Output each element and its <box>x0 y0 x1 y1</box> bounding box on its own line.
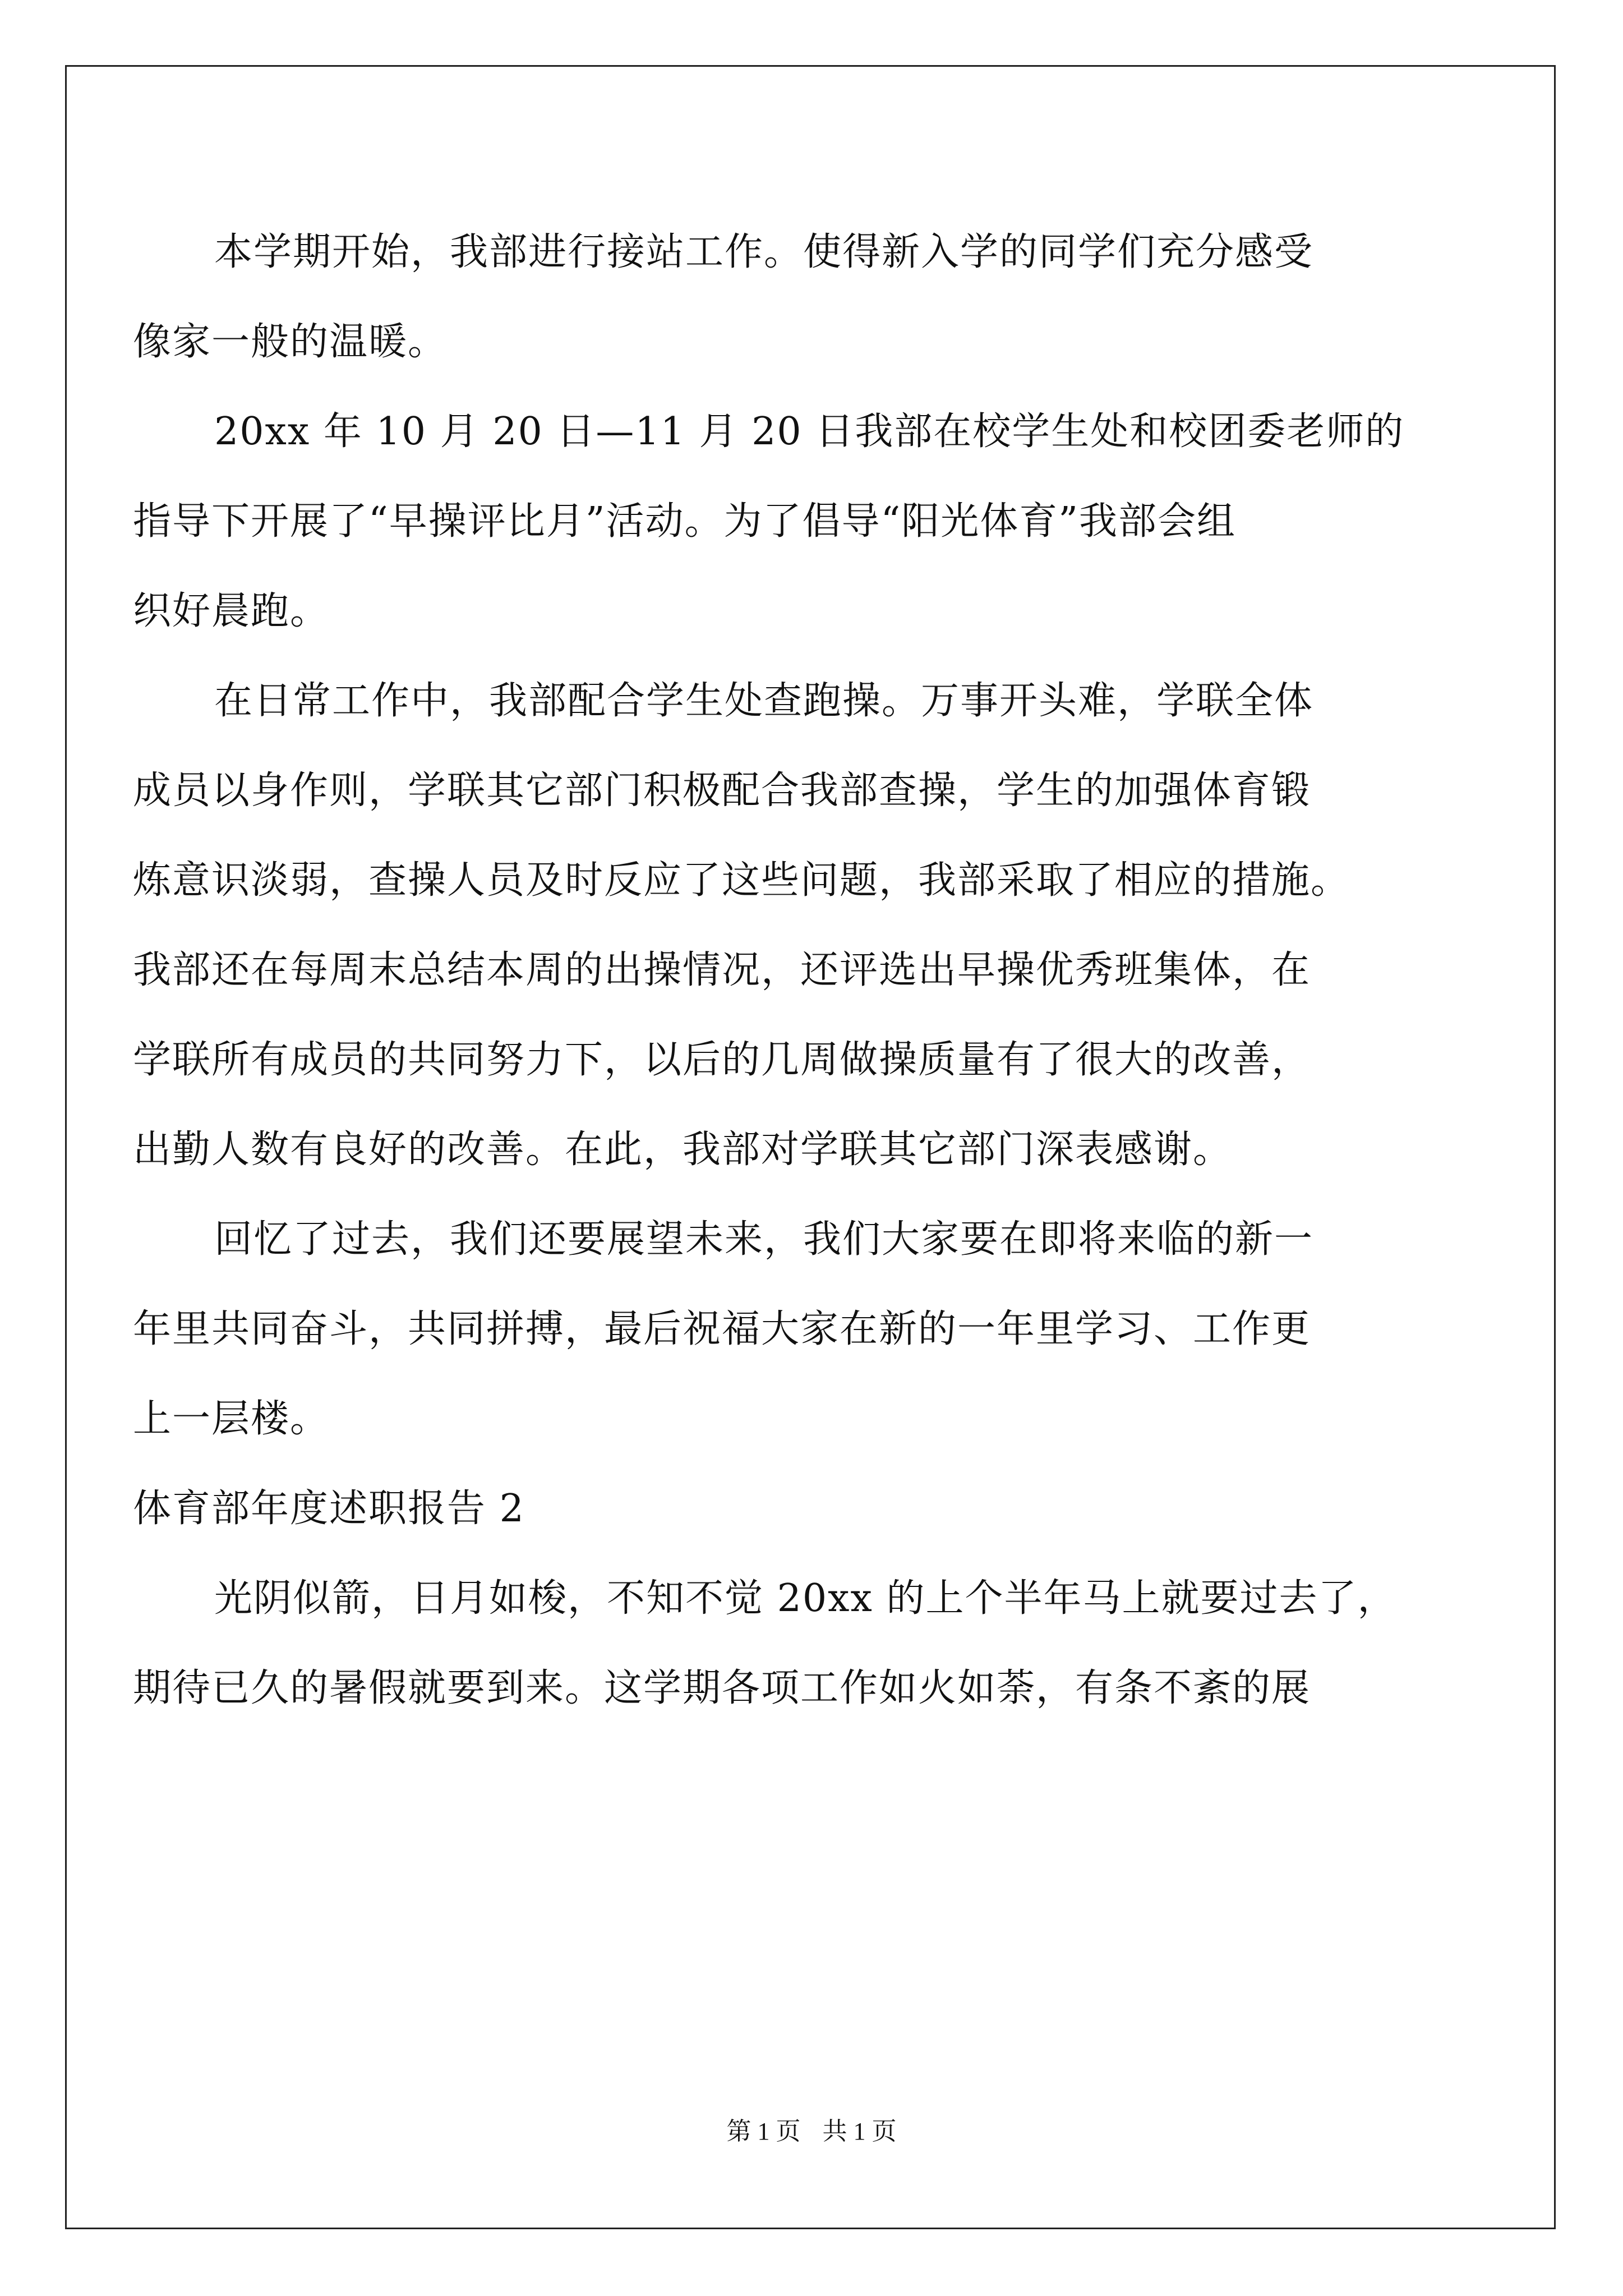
text-line: 在日常工作中，我部配合学生处查跑操。万事开头难，学联全体 <box>214 679 1314 723</box>
text-line: 出勤人数有良好的改善。在此，我部对学联其它部门深表感谢。 <box>133 1128 1233 1172</box>
paragraph-1 <box>133 208 1428 387</box>
paragraph-3 <box>133 656 1428 1195</box>
page-total: 共 1 页 <box>822 2118 897 2145</box>
paragraph-4 <box>133 1195 1428 1464</box>
text-line: 像家一般的温暖。 <box>133 320 448 364</box>
text-line: 本学期开始，我部进行接站工作。使得新入学的同学们充分感受 <box>214 230 1314 274</box>
text-line: 上一层楼。 <box>133 1397 330 1441</box>
text-line: 光阴似箭，日月如梭，不知不觉 20xx 的上个半年马上就要过去了， <box>214 1576 1397 1621</box>
text-line: 回忆了过去，我们还要展望未来，我们大家要在即将来临的新一 <box>214 1217 1314 1262</box>
text-line: 指导下开展了“早操评比月”活动。为了倡导“阳光体育”我部会组 <box>133 499 1237 544</box>
text-line: 织好晨跑。 <box>133 589 330 633</box>
text-line: 炼意识淡弱，查操人员及时反应了这些问题，我部采取了相应的措施。 <box>133 858 1350 903</box>
text-line: 期待已久的暑假就要到来。这学期各项工作如火如荼，有条不紊的展 <box>133 1666 1311 1710</box>
document-body <box>133 208 1428 1733</box>
text-line: 学联所有成员的共同努力下，以后的几周做操质量有了很大的改善， <box>133 1038 1311 1082</box>
page-number: 第 1 页 <box>726 2118 801 2145</box>
page-footer <box>0 2115 1623 2148</box>
text-line: 20xx 年 10 月 20 日—11 月 20 日我部在校学生处和校团委老师的 <box>214 409 1405 454</box>
paragraph-5 <box>133 1554 1428 1733</box>
text-line: 我部还在每周末总结本周的出操情况，还评选出早操优秀班集体，在 <box>133 948 1311 992</box>
paragraph-2 <box>133 387 1428 656</box>
section-heading: 体育部年度述职报告 2 <box>133 1487 525 1531</box>
text-line: 成员以身作则，学联其它部门积极配合我部查操，学生的加强体育锻 <box>133 769 1311 813</box>
text-line: 年里共同奋斗，共同拼搏，最后祝福大家在新的一年里学习、工作更 <box>133 1307 1311 1351</box>
